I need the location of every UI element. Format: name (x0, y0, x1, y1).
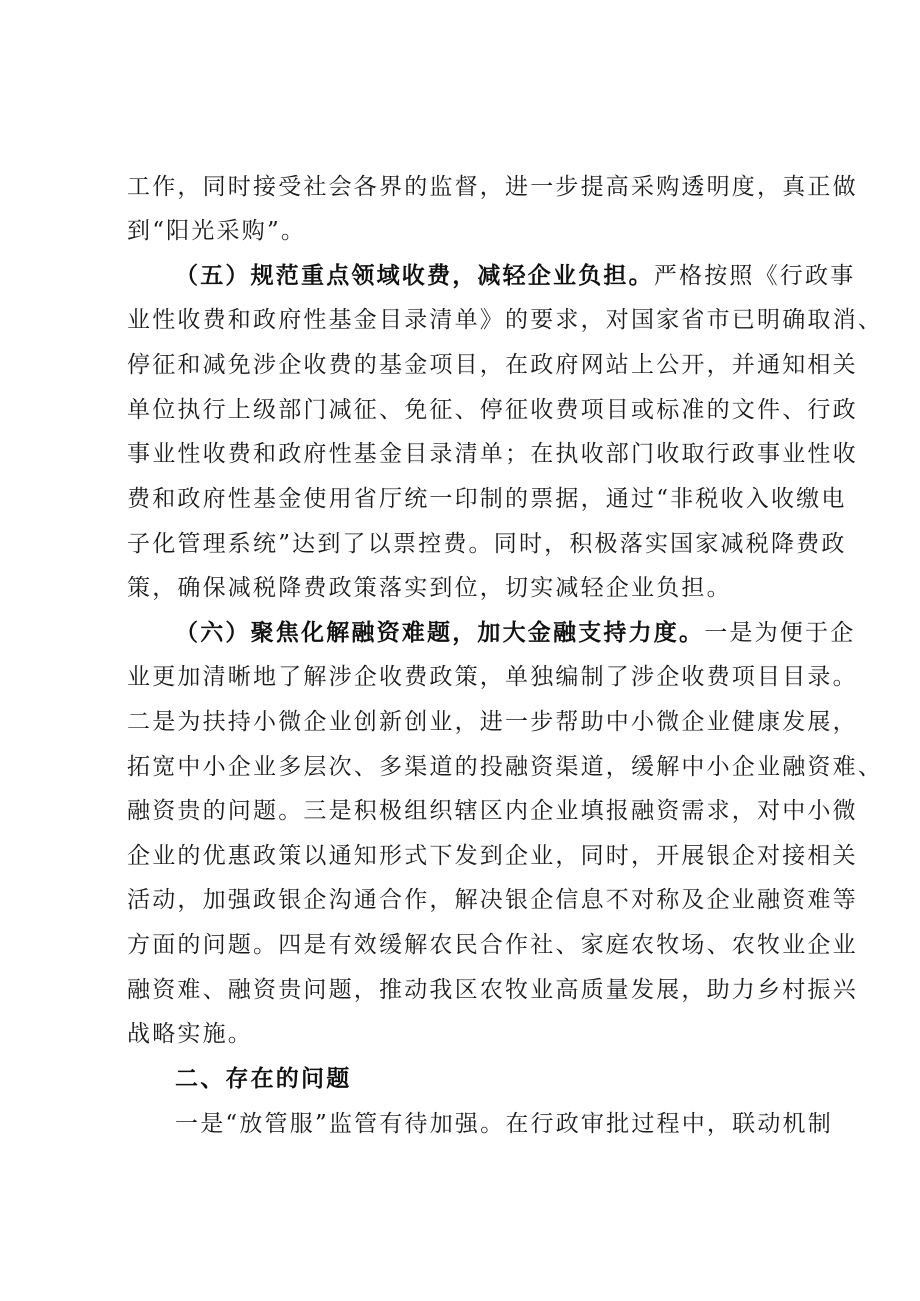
text-line: 工作，同时接受社会各界的监督，进一步提高采购透明度，真正做 (127, 174, 858, 200)
text-run: 严格按照《行政事 (653, 263, 856, 289)
text-line: 一是“放管服”监管有待加强。在行政审批过程中，联动机制 (175, 1111, 833, 1137)
section-heading-2: 二、存在的问题 (175, 1066, 352, 1092)
text-line: 方面的问题。四是有效缓解农民合作社、家庭农牧场、农牧业企业 (127, 932, 858, 958)
text-line: 企业的优惠政策以通知形式下发到企业，同时，开展银企对接相关 (127, 843, 858, 869)
section-heading-6: （六）聚焦化解融资难题，加大金融支持力度。 (175, 620, 705, 646)
text-line: 活动，加强政银企沟通合作，解决银企信息不对称及企业融资难等 (127, 887, 858, 913)
text-line: 战略实施。 (127, 1021, 253, 1047)
section-heading-5: （五）规范重点领域收费，减轻企业负担。 (175, 263, 654, 289)
text-line: 拓宽中小企业多层次、多渠道的投融资渠道，缓解中小企业融资难、 (127, 754, 883, 780)
paragraph-first-line (175, 261, 875, 291)
text-line: 子化管理系统”达到了以票控费。同时，积极落实国家减税降费政 (127, 531, 847, 557)
text-line: 费和政府性基金使用省厅统一印制的票据，通过“非税收入收缴电 (127, 486, 847, 512)
text-line: 融资贵的问题。三是积极组织辖区内企业填报融资需求，对中小微 (127, 798, 858, 824)
text-run: 一是为便于企 (704, 620, 856, 646)
text-line: 停征和减免涉企收费的基金项目，在政府网站上公开，并通知相关 (127, 352, 858, 378)
text-line: 单位执行上级部门减征、免征、停征收费项目或标准的文件、行政 (127, 397, 858, 423)
text-line: 二是为扶持小微企业创新创业，进一步帮助中小微企业健康发展， (127, 709, 858, 735)
text-line: 融资难、融资贵问题，推动我区农牧业高质量发展，助力乡村振兴 (127, 977, 858, 1003)
text-line: 事业性收费和政府性基金目录清单；在执收部门收取行政事业性收 (127, 441, 858, 467)
text-line: 业更加清晰地了解涉企收费政策，单独编制了涉企收费项目目录。 (127, 664, 858, 690)
text-line: 业性收费和政府性基金目录清单》的要求，对国家省市已明确取消、 (127, 307, 883, 333)
text-line: 到“阳光采购”。 (127, 218, 307, 244)
text-line: 策，确保减税降费政策落实到位，切实减轻企业负担。 (127, 575, 732, 601)
paragraph-first-line (175, 618, 875, 648)
